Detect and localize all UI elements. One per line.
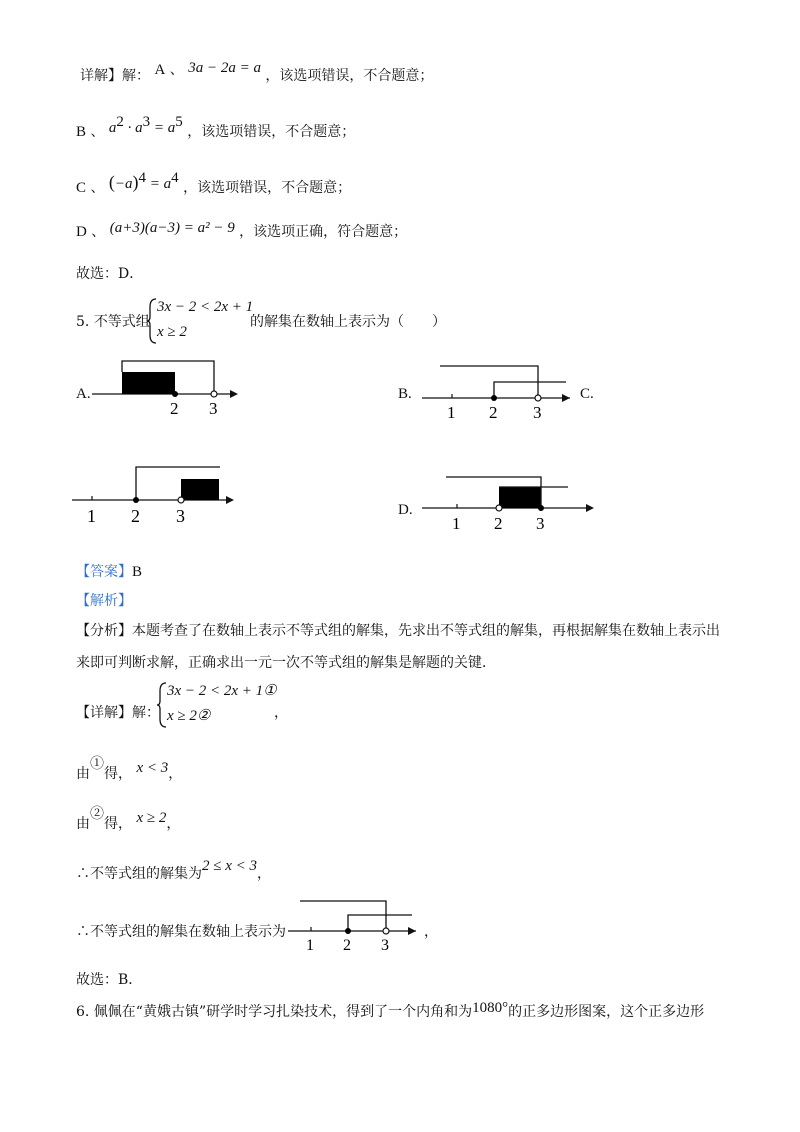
conclusion-1: [76, 856, 272, 882]
q5-number: 5.: [76, 314, 90, 330]
option-a-numberline: [90, 356, 250, 416]
option-d-expression: (a+3)(a−3) = a² − 9: [109, 220, 235, 236]
tick-label-3: 3: [533, 403, 542, 420]
tick-label-2: 2: [131, 506, 140, 526]
answer-value: B: [132, 564, 143, 580]
system-eq-2: x ≥ 2②: [167, 708, 211, 724]
option-b-numberline: [420, 360, 580, 420]
step-2-mark: ②: [90, 806, 104, 822]
tick-label-1: 1: [452, 514, 461, 533]
option-b-label: B.: [398, 386, 412, 402]
tick-label-1: 1: [306, 937, 314, 954]
q6-text-pre: 6. 佩佩在“黄娥古镇”研学时学习扎染技术，得到了一个内角和为: [76, 1004, 473, 1020]
option-b-expression: $a^2 \cdot a^3 = a^5$: [108, 114, 183, 136]
detail-tag: 【详解】解：: [76, 705, 160, 721]
detail-line-d: [76, 222, 407, 242]
shaded-region: [181, 479, 219, 500]
conclusion-2-comma: ，: [424, 924, 438, 940]
conclusion-1-pre: ∴不等式组的解集为: [76, 866, 202, 882]
system-comma: ，: [274, 705, 288, 721]
tick-label-2: 2: [489, 403, 498, 420]
separator: 、: [90, 180, 105, 196]
step-2-mid: 得，: [104, 816, 132, 832]
step-1: [76, 756, 183, 782]
q5-stem-pre: 不等式组: [93, 314, 150, 330]
option-d-verdict: ，该选项正确，符合题意；: [239, 224, 408, 240]
bracket-line-lower: [348, 915, 412, 931]
option-c-label: C: [76, 180, 87, 196]
axis-arrow: [408, 927, 416, 935]
detail-choice: 故选：D．: [76, 266, 144, 282]
conclusion-2-pre: ∴不等式组的解集在数轴上表示为: [76, 924, 286, 940]
tick-label-1: 1: [447, 403, 456, 420]
solid-point: [345, 928, 351, 934]
separator: 、: [91, 224, 106, 240]
fenxi-text-1: 本题考查了在数轴上表示不等式组的解集，先求出不等式组的解集，再根据解集在数轴上表示出: [132, 623, 720, 639]
q6-stem: [76, 1002, 704, 1022]
option-c-verdict: ，该选项错误，不合题意；: [183, 180, 352, 196]
solid-point: [172, 391, 178, 397]
axis-arrow: [586, 504, 594, 512]
tick-label-3: 3: [536, 514, 545, 533]
q5-inequality-2: x ≥ 2: [157, 324, 187, 340]
answer-line: [76, 562, 142, 582]
option-a-expression: 3a − 2a = a: [188, 60, 261, 76]
separator: 、: [169, 62, 184, 78]
answer-tag: 【答案】: [76, 564, 132, 580]
option-d-label: D: [76, 224, 87, 240]
tick-label-3: 3: [381, 937, 389, 954]
system-eq-1: 3x − 2 < 2x + 1①: [167, 683, 277, 699]
axis-arrow: [226, 496, 234, 504]
solution-numberline: [286, 896, 426, 956]
fenxi-line-2: 来即可判断求解，正确求出一元一次不等式组的解集是解题的关键．: [76, 655, 496, 671]
analysis-tag: 【解析】: [76, 593, 132, 609]
option-c-label: C.: [580, 386, 594, 402]
option-a-verdict: ，该选项错误，不合题意；: [265, 68, 434, 84]
tick-label-3: 3: [209, 399, 218, 416]
option-c-expression: $(-a)^4 = a^4$: [108, 170, 179, 192]
option-b-verdict: ，该选项错误，不合题意；: [187, 124, 356, 140]
tick-label-2: 2: [343, 937, 351, 954]
option-b-label: B: [76, 124, 87, 140]
step-2-pre: 由: [76, 816, 90, 832]
open-point: [383, 928, 389, 934]
axis-arrow: [230, 390, 238, 398]
detail-line-b: [76, 116, 355, 142]
solid-point: [491, 395, 497, 401]
q6-text-post: 的正多边形图案，这个正多边形: [508, 1004, 705, 1020]
shaded-region: [499, 487, 541, 508]
detail-line-c: [76, 172, 351, 198]
open-point: [211, 391, 217, 397]
step-1-pre: 由: [76, 766, 90, 782]
bracket-line-upper: [300, 901, 386, 931]
q5-stem: [76, 312, 150, 332]
step-1-mark: ①: [90, 756, 104, 772]
shaded-region: [122, 372, 175, 394]
conclusion-1-expr: 2 ≤ x < 3: [202, 858, 258, 874]
step-2-expr: x ≥ 2: [136, 810, 167, 826]
tick-label-1: 1: [87, 506, 96, 526]
option-a-label: A: [154, 62, 166, 78]
solid-point: [133, 497, 139, 503]
conclusion-1-comma: ，: [257, 866, 272, 882]
axis-arrow: [562, 394, 570, 402]
option-d-numberline: [420, 472, 600, 534]
option-a-label: A.: [76, 386, 91, 402]
separator: 、: [90, 124, 105, 140]
q6-angle: 1080°: [472, 1000, 509, 1016]
option-c-numberline: [70, 460, 250, 526]
q5-stem-post: 的解集在数轴上表示为（ ）: [250, 314, 446, 330]
step-2: [76, 806, 181, 832]
bracket-line-lower: [494, 382, 566, 398]
step-1-expr: x < 3: [136, 760, 169, 776]
q5-inequality-1: 3x − 2 < 2x + 1: [157, 299, 254, 315]
open-point: [496, 505, 502, 511]
option-d-label: D.: [398, 502, 413, 518]
step-1-comma: ，: [168, 766, 183, 782]
solid-point: [538, 505, 544, 511]
fenxi-tag: 【分析】: [76, 623, 132, 639]
step-2-comma: ，: [166, 816, 181, 832]
tick-label-3: 3: [176, 506, 185, 526]
open-point: [178, 497, 184, 503]
detail-line-a: [80, 60, 434, 86]
open-point: [535, 395, 541, 401]
detail-prefix: 详解】解：: [80, 68, 150, 84]
tick-label-2: 2: [170, 399, 179, 416]
step-1-mid: 得，: [104, 766, 132, 782]
tick-label-2: 2: [494, 514, 503, 533]
fenxi-line-1: [76, 621, 720, 641]
answer-choice: 故选：B．: [76, 972, 143, 988]
